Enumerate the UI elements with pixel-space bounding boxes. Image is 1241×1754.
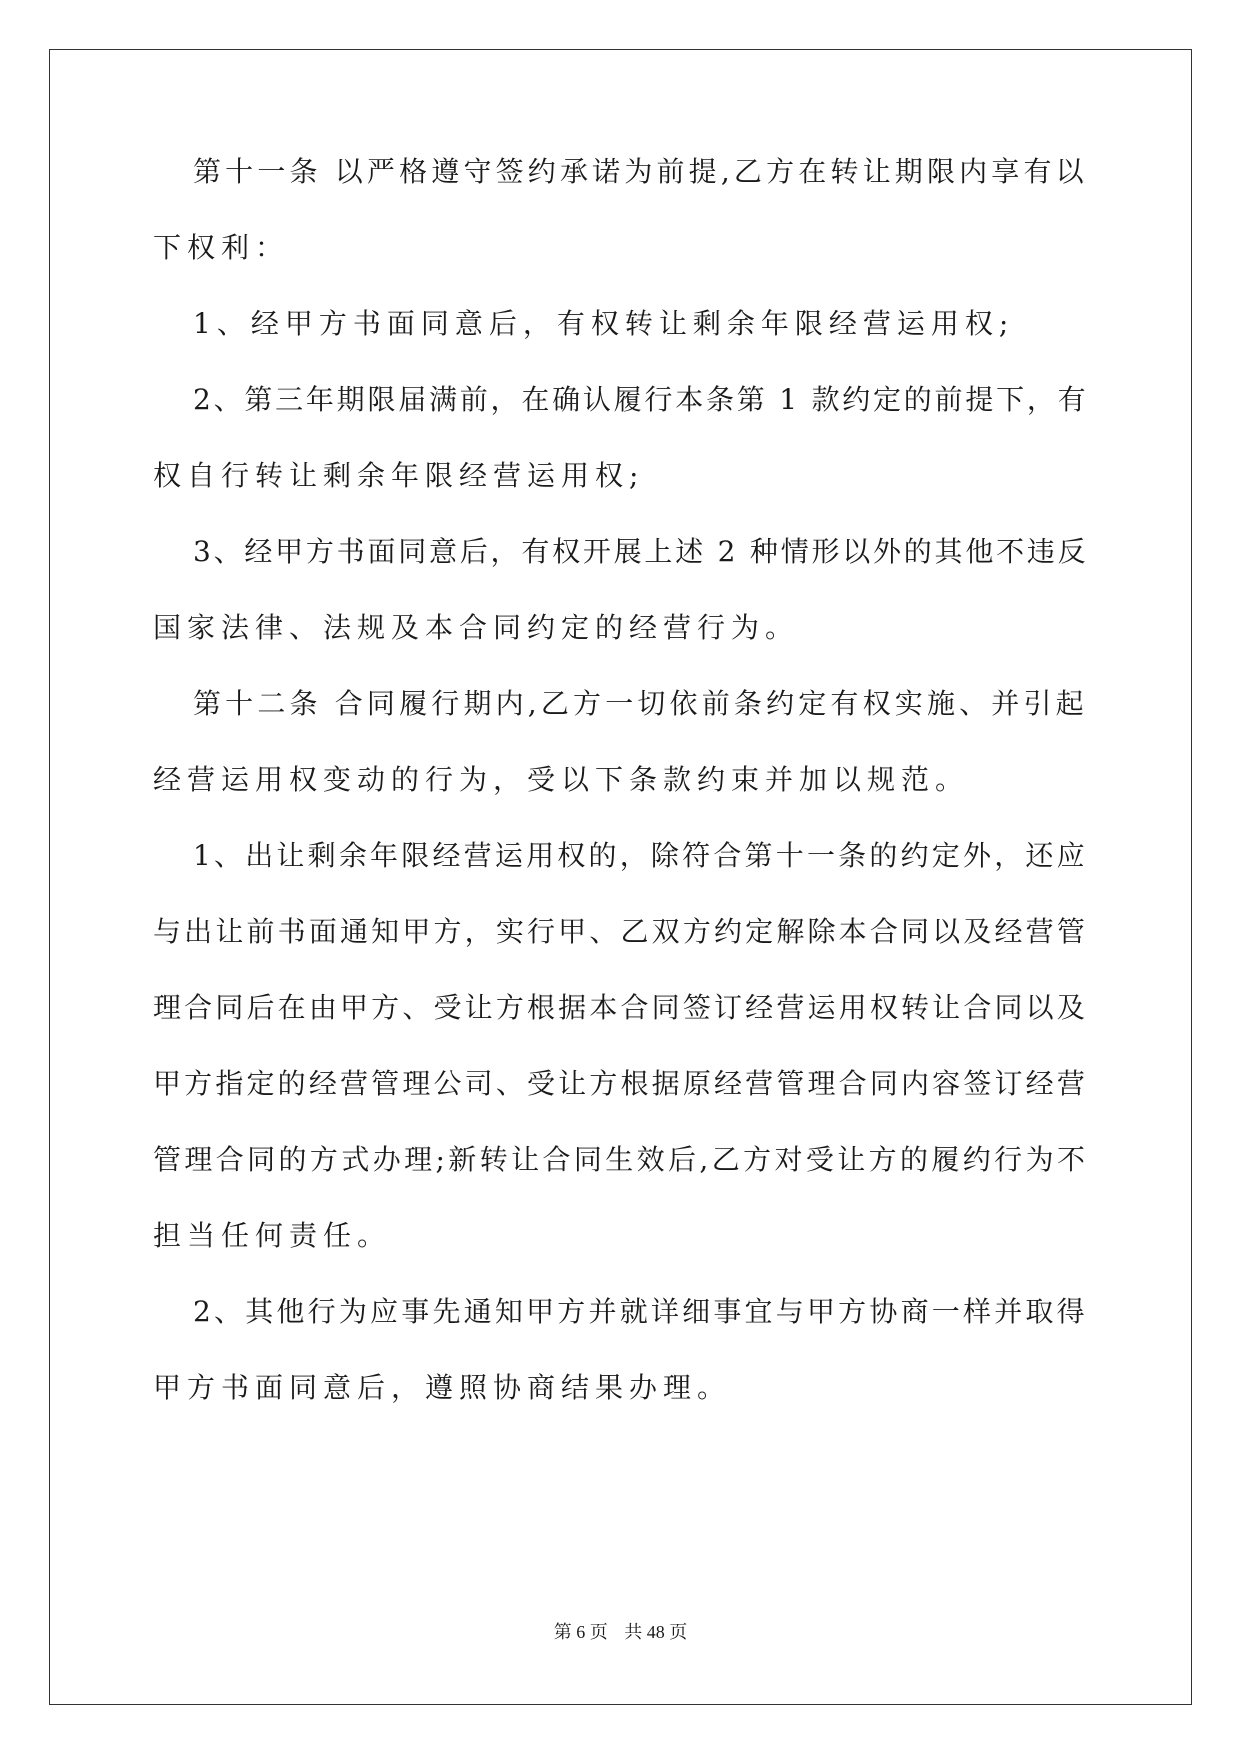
page-total: 共 48 页: [624, 1622, 688, 1642]
page-border: [49, 49, 1192, 1705]
paragraph-line: 第十二条 合同履行期内,乙方一切依前条约定有权实施、并引起: [193, 687, 1088, 720]
paragraph-line: 权自行转让剩余年限经营运用权;: [153, 459, 645, 492]
paragraph-line: 甲方指定的经营管理公司、受让方根据原经营管理合同内容签订经营: [153, 1067, 1089, 1100]
paragraph-line: 1、出让剩余年限经营运用权的，除符合第十一条的约定外，还应: [193, 839, 1088, 872]
paragraph-line: 国家法律、法规及本合同约定的经营行为。: [153, 611, 800, 644]
paragraph-line: 经营运用权变动的行为，受以下条款约束并加以规范。: [153, 763, 970, 796]
paragraph-line: 理合同后在由甲方、受让方根据本合同签订经营运用权转让合同以及: [153, 991, 1089, 1024]
paragraph-line: 下权利：: [153, 231, 290, 264]
paragraph-line: 甲方书面同意后，遵照协商结果办理。: [153, 1371, 732, 1404]
paragraph-line: 2、第三年期限届满前，在确认履行本条第 1 款约定的前提下，有: [193, 383, 1089, 416]
paragraph-line: 担当任何责任。: [153, 1219, 392, 1252]
paragraph-line: 管理合同的方式办理;新转让合同生效后,乙方对受让方的履约行为不: [153, 1143, 1089, 1176]
paragraph-line: 2、其他行为应事先通知甲方并就详细事宜与甲方协商一样并取得: [193, 1295, 1088, 1328]
paragraph-line: 1、经甲方书面同意后，有权转让剩余年限经营运用权;: [193, 307, 1015, 340]
page-number: 第 6 页: [553, 1622, 608, 1642]
page-footer: [0, 1620, 1241, 1644]
paragraph-line: 第十一条 以严格遵守签约承诺为前提,乙方在转让期限内享有以: [193, 155, 1088, 188]
paragraph-line: 3、经甲方书面同意后，有权开展上述 2 种情形以外的其他不违反: [193, 535, 1089, 568]
paragraph-line: 与出让前书面通知甲方，实行甲、乙双方约定解除本合同以及经营管: [153, 915, 1089, 948]
